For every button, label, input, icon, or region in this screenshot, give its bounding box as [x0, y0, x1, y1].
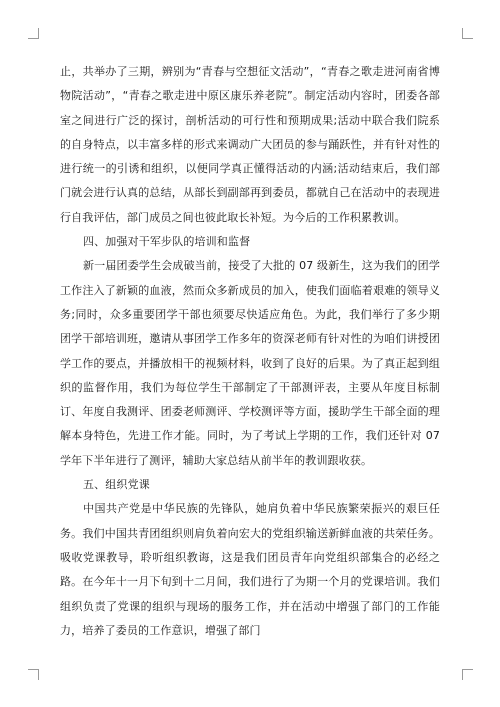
section-heading-training: 四、加强对干军步队的培训和监督	[83, 235, 251, 249]
crop-mark-top-left	[28, 28, 39, 39]
crop-mark-top-right	[462, 28, 473, 39]
document-body	[60, 60, 440, 643]
section-heading-party-class: 五、组织党课	[83, 478, 150, 492]
paragraph-training: 新一届团委学生会成破当前，接受了大批的 07 级新生，这为我们的团学工作注入了新颖的血液，然而众多新成员的加入，使我们面临着艰难的领导义务;同时，众多重要团学干部也须要尽快适应角色。为此，我们举行了多少期团学干部培训班，邀请从事团学工作多年的资深老师有针对性的为咱们讲授团学工作的要点，并播放相干的视频材料，收到了良好的后果。为了真正起到组织的监督作用，我们为每位学生干部制定了干部测评表，主要从年度目标制订、年度自我测评、团委老师测评、学校测评等方面，援助学生干部全面的理解本身特色，先进工作才能。同时，为了考试上学期的工作，我们还针对 07 学年下半年进行了测评，辅助大家总结从前半年的教训跟收获。	[60, 259, 440, 467]
crop-mark-bottom-right	[462, 669, 473, 680]
crop-mark-bottom-left	[28, 669, 39, 680]
paragraph-continuation: 止，共举办了三期，辨别为“青春与空想征文活动”，“青春之歌走进河南省博物院活动”，“青春之歌走进中原区康乐养老院”。制定活动内容时，团委各部室之间进行广泛的探讨，剖析活动的可行性和预期成果;活动中联合我们院系的自身特点，以丰富多样的形式来调动广大团员的参与踊跃性，并有针对性的进行统一的引诱和组织，以便同学真正懂得活动的内涵;活动结束后，我们部门就会进行认真的总结，从部长到副部再到委员，都就自己在活动中的表现进行自我评估，部门成员之间也彼此取长补短。为今后的工作积累教训。	[60, 65, 440, 224]
paragraph-party-class: 中国共产党是中华民族的先锋队，她肩负着中华民族繁荣振兴的艰巨任务。我们中国共青团组织则肩负着向宏大的党组织输送新鲜血液的共荣任务。吸收党课教导，聆听组织教诲，这是我们团员青年向党组织部集合的必经之路。在今年十一月下旬到十二月间，我们进行了为期一个月的党课培训。我们组织负责了党课的组织与现场的服务工作，并在活动中增强了部门的工作能力，培养了委员的工作意识，增强了部门	[60, 502, 440, 637]
